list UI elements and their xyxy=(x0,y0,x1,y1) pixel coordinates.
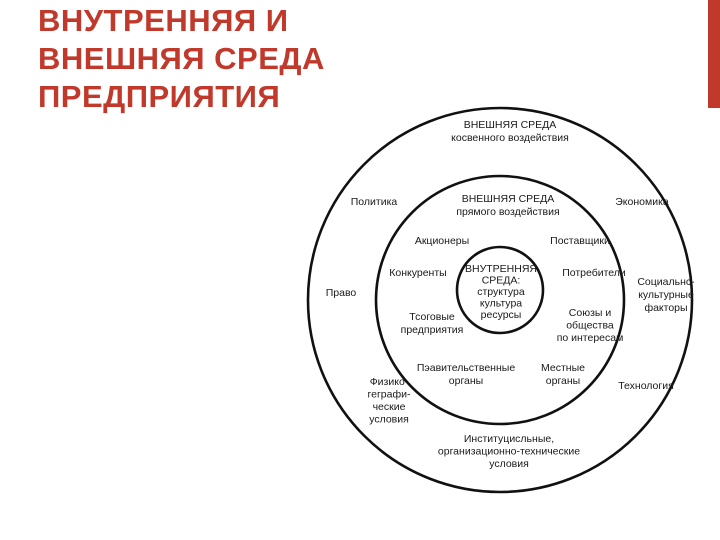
title-line: ВНЕШНЯЯ СРЕДА xyxy=(38,41,325,76)
title-line: ВНУТРЕННЯЯ И xyxy=(38,3,289,38)
pravit-organy-label: Пэавительственные органы xyxy=(416,362,516,387)
institutional-label: Институцисльные, организационно-технические условия xyxy=(437,433,581,470)
physgeo-label: Физико-геграфи-ческие условия xyxy=(367,376,411,426)
postavshiki-label: Поставщики xyxy=(550,235,610,247)
technology-label: Технология xyxy=(618,380,674,392)
pravo-label: Право xyxy=(325,287,357,299)
middle-heading: ВНЕШНЯЯ СРЕДА прямого воздействия xyxy=(456,193,560,218)
konkurenty-label: Конкуренты xyxy=(389,267,447,279)
mestnye-organy-label: Местные органы xyxy=(541,362,585,387)
title-line: ПРЕДПРИЯТИЯ xyxy=(38,79,281,114)
potrebiteli-label: Потребители xyxy=(562,267,626,279)
social-factors-label: Социальнс-культурные факторы xyxy=(637,276,695,314)
ekonomika-label: Экономика xyxy=(615,196,669,208)
politika-label: Политика xyxy=(350,196,398,208)
soyuzy-label: Союзы и общества по интересам xyxy=(556,307,624,344)
outer-heading: ВНЕШНЯЯ СРЕДА косвенного воздействия xyxy=(451,119,569,144)
inner-environment-label: ВНУТРЕННЯЯ СРЕДА: структура культура ресурсы xyxy=(464,263,538,321)
torgovye-label: Тсоговые предприятия xyxy=(400,311,464,336)
akcionery-label: Акционеры xyxy=(414,235,470,247)
diagram-labels xyxy=(326,119,695,470)
